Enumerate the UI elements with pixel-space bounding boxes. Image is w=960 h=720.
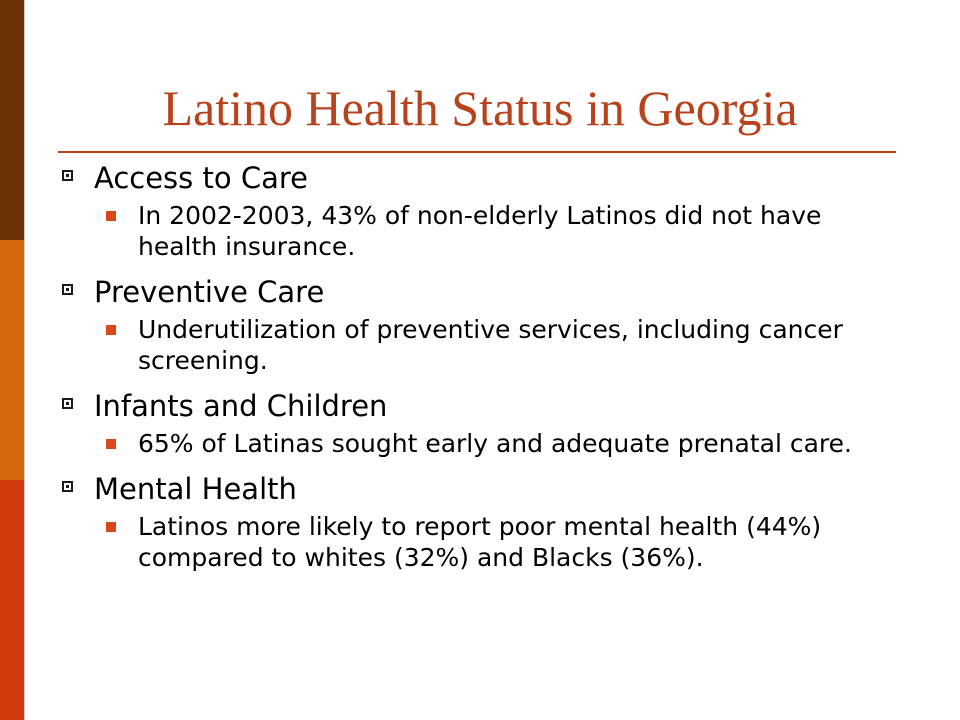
side-bar-middle [0, 240, 24, 480]
section-mental-health [62, 471, 942, 573]
section-infants-and-children [62, 388, 942, 459]
section-access-to-care [62, 160, 942, 262]
square-bullet-icon [106, 325, 116, 335]
section-heading-text: Mental Health [94, 472, 297, 506]
section-detail-text: Latinos more likely to report poor mental health (44%) compared to whites (32%) and Blacks (36%). [138, 512, 822, 572]
section-heading-text: Access to Care [94, 161, 308, 195]
section-detail [106, 428, 898, 459]
section-heading [62, 160, 942, 196]
section-heading [62, 471, 942, 507]
square-bullet-icon [106, 211, 116, 221]
square-bullet-icon [62, 284, 73, 295]
square-bullet-icon [106, 439, 116, 449]
square-bullet-icon [62, 170, 73, 181]
section-detail [106, 200, 898, 262]
side-bar-top [0, 0, 24, 240]
slide-title: Latino Health Status in Georgia [162, 80, 798, 136]
section-detail-text: 65% of Latinas sought early and adequate prenatal care. [138, 429, 852, 458]
section-preventive-care [62, 274, 942, 376]
section-heading [62, 388, 942, 424]
section-detail-text: In 2002-2003, 43% of non-elderly Latinos did not have health insurance. [138, 201, 822, 261]
section-heading [62, 274, 942, 310]
section-heading-text: Infants and Children [94, 389, 388, 423]
square-bullet-icon [62, 481, 73, 492]
side-bar-bottom [0, 480, 24, 720]
title-underline [58, 151, 896, 153]
bullet-list [62, 160, 942, 573]
section-heading-text: Preventive Care [94, 275, 325, 309]
square-bullet-icon [106, 522, 116, 532]
section-detail [106, 314, 898, 376]
section-detail-text: Underutilization of preventive services, including cancer screening. [138, 315, 843, 375]
section-detail [106, 511, 898, 573]
square-bullet-icon [62, 398, 73, 409]
